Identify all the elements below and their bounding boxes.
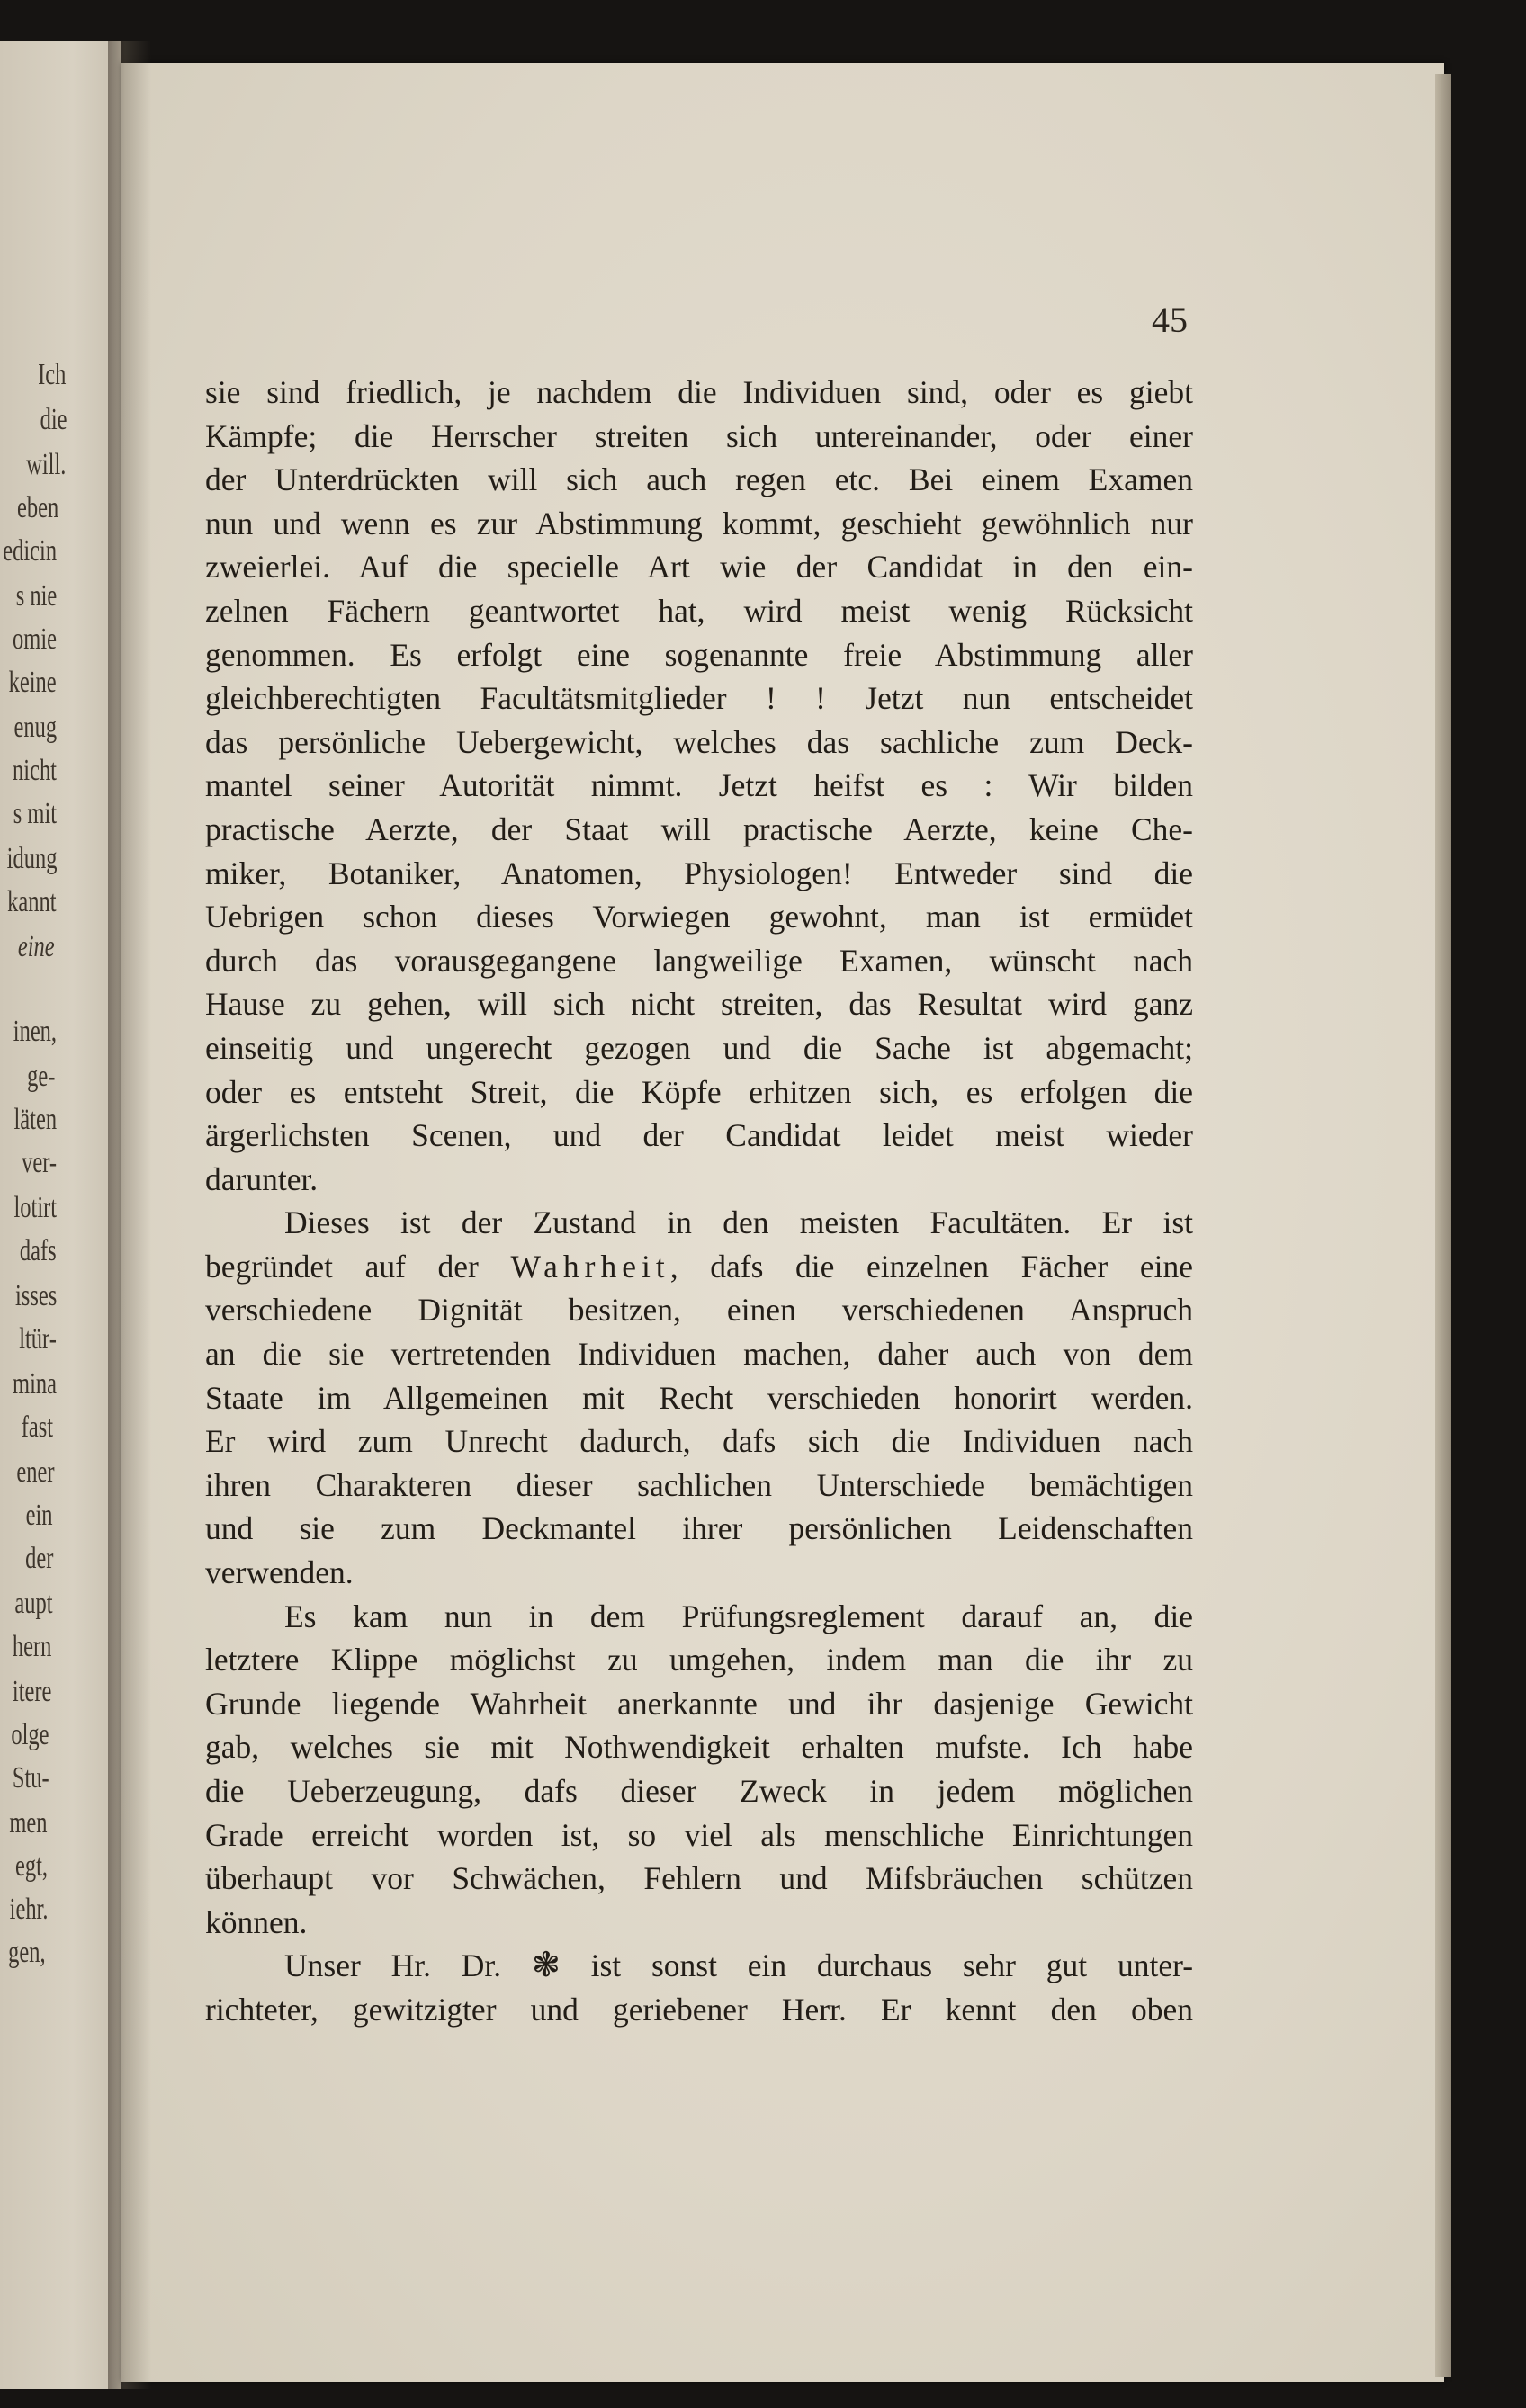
prev-page-word: olge [11, 1718, 49, 1751]
prev-page-word: men [9, 1806, 48, 1840]
prev-page-word: aupt [14, 1587, 53, 1620]
prev-page-word: omie [13, 622, 57, 656]
text-line: miker, Botaniker, Anatomen, Physiologen! Entweder sind die [205, 855, 1193, 891]
text-line: verschiedene Dignität besitzen, einen verschiedenen Anspruch [205, 1292, 1193, 1329]
text-line: ärgerlichsten Scenen, und der Candidat leidet meist wieder [205, 1117, 1193, 1154]
text-line: practische Aerzte, der Staat will practische Aerzte, keine Che- [205, 810, 1193, 847]
text-segment: begründet auf der [205, 1248, 479, 1285]
prev-page-word: eine [18, 930, 55, 963]
text-line: gleichberechtigten Facultätsmitglieder ! ! Jetzt nun entscheidet [205, 680, 1193, 717]
text-line: letztere Klippe möglichst zu umgehen, indem man die ihr zu [205, 1642, 1193, 1678]
prev-page-word: s nie [15, 579, 57, 613]
text-line: Grade erreicht worden ist, so viel als menschliche Einrichtungen [205, 1816, 1193, 1853]
prev-page-word: dafs [20, 1234, 57, 1267]
prev-page-word: kannt [7, 885, 57, 918]
text-line: die Ueberzeugung, dafs dieser Zweck in jedem möglichen [205, 1773, 1193, 1809]
text-line: oder es entsteht Streit, die Köpfe erhitzen sich, es erfolgen die [205, 1073, 1193, 1110]
text-line: nun und wenn es zur Abstimmung kommt, geschieht gewöhnlich nur [205, 505, 1193, 542]
text-line: sie sind friedlich, je nachdem die Individuen sind, oder es giebt [205, 374, 1193, 410]
prev-page-word: läten [13, 1103, 57, 1136]
prev-page-word: lotirt [13, 1191, 57, 1224]
text-line: Hause zu gehen, will sich nicht streiten, das Resultat wird ganz [205, 986, 1193, 1023]
text-line: Er wird zum Unrecht dadurch, dafs sich die Individuen nach [205, 1423, 1193, 1460]
prev-page-word: ein [26, 1499, 53, 1532]
text-line: gab, welches sie mit Nothwendigkeit erhalten mufste. Ich habe [205, 1729, 1193, 1766]
text-line: Grunde liegende Wahrheit anerkannte und ihr dasjenige Gewicht [205, 1685, 1193, 1722]
text-line: zweierlei. Auf die specielle Art wie der Candidat in den ein- [205, 549, 1193, 586]
text-line-composite [205, 1245, 1193, 1289]
text-line: überhaupt vor Schwächen, Fehlern und Mifsbräuchen schützen [205, 1860, 1193, 1897]
asterisk-ornament-icon: ❃ [531, 1947, 561, 1985]
prev-page-word: egt, [14, 1849, 48, 1883]
text-line: verwenden. [205, 1554, 354, 1591]
prev-page-word: inen, [13, 1015, 57, 1048]
prev-page-word: der [24, 1542, 53, 1575]
prev-page-word: keine [8, 666, 57, 699]
prev-page-word: edicin [3, 534, 57, 568]
text-line: darunter. [205, 1160, 319, 1197]
text-line-composite [205, 1944, 1193, 1988]
text-line: Uebrigen schon dieses Vorwiegen gewohnt, man ist ermüdet [205, 899, 1193, 935]
prev-page-word: Ich [37, 358, 66, 391]
prev-page-word: iehr. [9, 1893, 48, 1926]
text-segment: ist sonst ein durchaus sehr gut unter- [590, 1947, 1193, 1984]
prev-page-word: mina [13, 1367, 57, 1401]
prev-page-word: hern [12, 1630, 51, 1663]
book-gutter [108, 41, 151, 2389]
text-segment: Unser Hr. Dr. [284, 1947, 502, 1984]
prev-page-word: gen, [8, 1936, 46, 1969]
text-line: Staate im Allgemeinen mit Recht verschieden honorirt werden. [205, 1379, 1193, 1416]
prev-page-word: enug [13, 711, 57, 744]
text-line: richteter, gewitzigter und geriebener Herr. Er kennt den oben [205, 1991, 1193, 2028]
text-line: Kämpfe; die Herrscher streiten sich untereinander, oder einer [205, 417, 1193, 454]
prev-page-word: nicht [13, 754, 57, 787]
text-segment: , dafs die einzelnen Fächer eine [669, 1248, 1193, 1285]
page-edge [1435, 74, 1451, 2377]
text-line: ihren Charakteren dieser sachlichen Unterschiede bemächtigen [205, 1466, 1193, 1503]
page-number: 45 [1152, 300, 1188, 340]
text-line: einseitig und ungerecht gezogen und die Sache ist abgemacht; [205, 1029, 1193, 1066]
prev-page-word: itere [12, 1675, 51, 1708]
text-line: der Unterdrückten will sich auch regen etc. Bei einem Examen [205, 461, 1193, 498]
prev-page-word: s mit [13, 797, 57, 830]
text-line: und sie zum Deckmantel ihrer persönlichen Leidenschaften [205, 1510, 1193, 1547]
text-line: zelnen Fächern geantwortet hat, wird meist wenig Rücksicht [205, 592, 1193, 629]
body-text [205, 371, 1193, 2032]
text-line: das persönliche Uebergewicht, welches das sachliche zum Deck- [205, 723, 1193, 760]
text-line: mantel seiner Autorität nimmt. Jetzt heifst es : Wir bilden [205, 767, 1193, 804]
prev-page-word: ltür- [19, 1322, 57, 1356]
prev-page-word: ver- [22, 1146, 57, 1179]
prev-page-word: isses [14, 1279, 57, 1312]
prev-page-word: Stu- [13, 1761, 49, 1795]
previous-page-edge [0, 41, 121, 2389]
prev-page-word: idung [6, 842, 57, 875]
emphasis-spaced: Wahrheit [510, 1248, 670, 1285]
text-line: Dieses ist der Zustand in den meisten Facultäten. Er ist [284, 1204, 1193, 1241]
prev-page-word: die [40, 403, 67, 436]
text-line: genommen. Es erfolgt eine sogenannte freie Abstimmung aller [205, 636, 1193, 673]
prev-page-word: fast [21, 1410, 53, 1444]
text-line: an die sie vertretenden Individuen machen, daher auch von dem [205, 1336, 1193, 1373]
prev-page-word: eben [16, 491, 58, 524]
text-line: können. [205, 1903, 308, 1940]
text-line: durch das vorausgegangene langweilige Examen, wünscht nach [205, 942, 1193, 979]
prev-page-word: will. [25, 448, 66, 481]
prev-page-word: ge- [26, 1060, 55, 1093]
text-line: Es kam nun in dem Prüfungsreglement darauf an, die [284, 1598, 1193, 1634]
prev-page-word: ener [16, 1455, 55, 1489]
